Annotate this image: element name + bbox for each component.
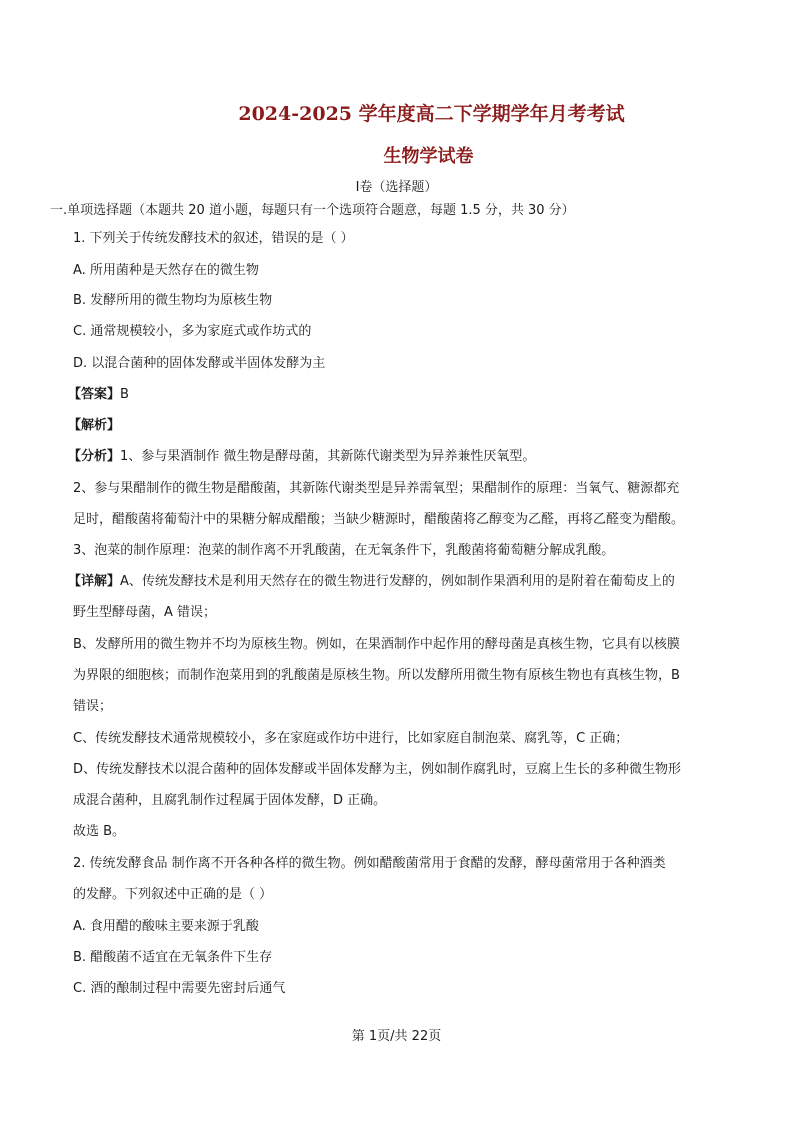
q1-detail-c: C、传统发酵技术通常规模较小，多在家庭或作坊中进行，比如家庭自制泡菜、腐乳等，C 正确； (73, 731, 629, 746)
q2-option-c: C. 酒的酿制过程中需要先密封后通气 (73, 981, 286, 996)
section-name: Ⅰ卷（选择题） (355, 180, 438, 195)
q1-detail-a2: 野生型酵母菌，A 错误； (73, 605, 217, 620)
exam-subject: 生物学试卷 (383, 146, 474, 167)
answer-tag: 【答案】 (68, 387, 121, 402)
q1-detail-b1: B、发酵所用的微生物并不均为原核生物。例如，在果酒制作中起作用的酵母菌是真核生物，它具有以核膜 (73, 637, 680, 652)
q1-option-c: C. 通常规模较小，多为家庭式或作坊式的 (73, 324, 312, 339)
q1-fenxi-1 (68, 448, 535, 466)
q1-option-d: D. 以混合菌种的固体发酵或半固体发酵为主 (73, 356, 326, 371)
q1-fenxi-3: 3、泡菜的制作原理：泡菜的制作离不开乳酸菌，在无氧条件下，乳酸菌将葡萄糖分解成乳酸。 (73, 543, 615, 558)
q1-fenxi-2b: 足时，醋酸菌将葡萄汁中的果糖分解成醋酸；当缺少糖源时，醋酸菌将乙醇变为乙醛，再将乙醛变为醋酸。 (73, 512, 685, 527)
analysis-tag: 【解析】 (68, 418, 121, 433)
q1-detail-d1: D、传统发酵技术以混合菌种的固体发酵或半固体发酵为主，例如制作腐乳时，豆腐上生长的多种微生物形 (73, 762, 682, 777)
q2-stem-1: 2. 传统发酵食品 制作离不开各种各样的微生物。例如醋酸菌常用于食醋的发酵，酵母菌常用于各种酒类 (73, 856, 666, 871)
q2-option-b: B. 醋酸菌不适宜在无氧条件下生存 (73, 950, 273, 965)
q1-option-b: B. 发酵所用的微生物均为原核生物 (73, 293, 273, 308)
q1-detail-b2: 为界限的细胞核；而制作泡菜用到的乳酸菌是原核生物。所以发酵所用微生物有原核生物也有真核生物，B (73, 668, 680, 683)
q1-analysis-heading (68, 417, 120, 435)
fenxi-tag: 【分析】 (68, 449, 121, 464)
answer-value: B (120, 387, 129, 402)
q1-detail-b3: 错误； (73, 699, 113, 714)
q1-fenxi-2a: 2、参与果醋制作的微生物是醋酸菌，其新陈代谢类型是异养需氧型；果醋制作的原理：当氧气、糖源都充 (73, 481, 680, 496)
page-footer: 第 1页/共 22页 (351, 1029, 442, 1044)
q2-option-a: A. 食用醋的酸味主要来源于乳酸 (73, 919, 259, 934)
q2-stem-2: 的发酵。下列叙述中正确的是（ ） (73, 887, 273, 902)
q1-conclusion: 故选 B。 (73, 824, 126, 839)
q1-stem: 1. 下列关于传统发酵技术的叙述，错误的是（ ） (73, 231, 354, 246)
q1-answer (68, 386, 129, 404)
exam-title: 2024-2025 学年度高二下学期学年月考考试 (238, 103, 625, 125)
detail-a1-text: A、传统发酵技术是利用天然存在的微生物进行发酵的，例如制作果酒利用的是附着在葡萄皮上的 (120, 574, 675, 589)
q1-option-a: A. 所用菌种是天然存在的微生物 (73, 263, 259, 278)
xiangjie-tag: 【详解】 (68, 574, 121, 589)
section-instructions: 一.单项选择题（本题共 20 道小题，每题只有一个选项符合题意，每题 1.5 分，共 30 分） (50, 203, 575, 218)
q1-detail-d2: 成混合菌种，且腐乳制作过程属于固体发酵，D 正确。 (73, 793, 387, 808)
fenxi-text: 1、参与果酒制作 微生物是酵母菌，其新陈代谢类型为异养兼性厌氧型。 (120, 449, 536, 464)
q1-detail-a1 (68, 573, 675, 591)
